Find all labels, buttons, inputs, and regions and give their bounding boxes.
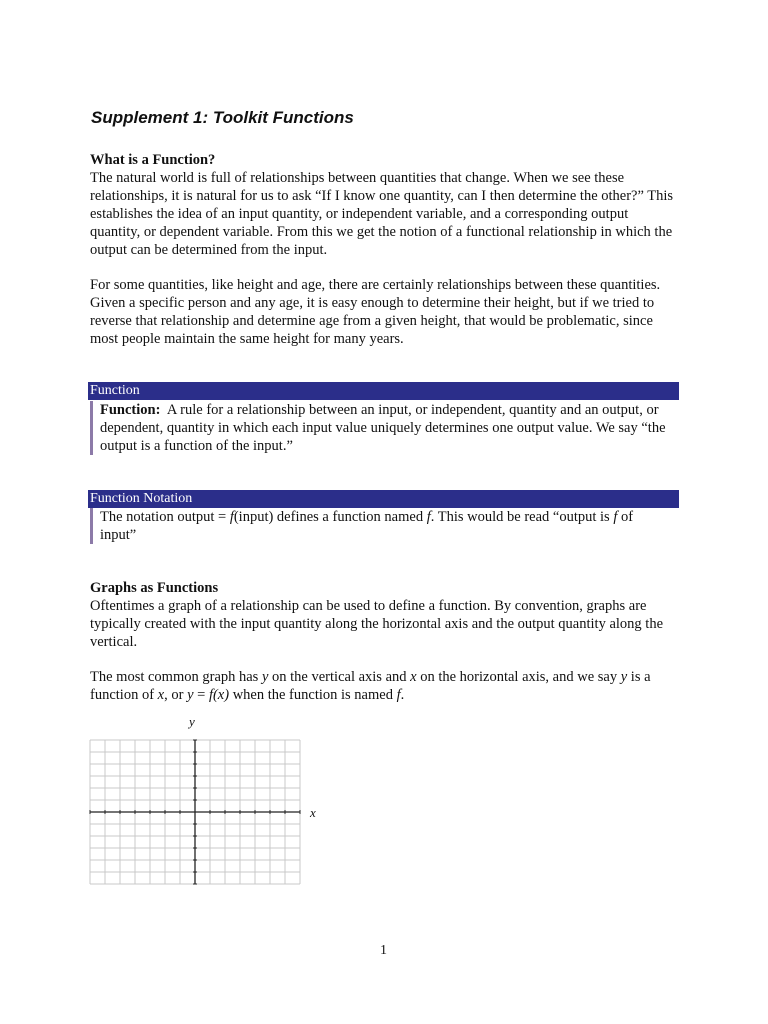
function-term: Function: — [100, 402, 161, 418]
text-run: on the horizontal axis, and we say — [416, 669, 621, 685]
paragraph-common-graph — [90, 668, 680, 704]
notation-text: of input” — [100, 509, 634, 543]
text-run: . — [400, 687, 405, 703]
notation-text: . This would be read “output is — [430, 509, 614, 525]
var-y: y — [261, 669, 269, 685]
text-run: The most common graph has — [90, 669, 262, 685]
paragraph-intro: The natural world is full of relationships between quantities that change. When we see these relationships, it is natural for us to ask “If I know one quantity, can I then determine the other?” This establishes the idea of an input quantity, or independent variable, and a corresponding output quantity, or dependent variable. From this we get the notion of a functional relationship in which the output can be determined from the input. — [90, 170, 674, 258]
function-box-body — [90, 401, 670, 455]
x-axis-label: x — [310, 805, 316, 820]
function-definition: A rule for a relationship between an input, or independent, quantity and an output, or dependent, quantity in which each input value uniquely determines one output value. We say “the output is a function of the input.” — [100, 402, 666, 454]
text-run: when the function is named — [229, 687, 397, 703]
paragraph-graph-convention: Oftentimes a graph of a relationship can be used to define a function. By convention, graphs are typically created with the input quantity along the horizontal axis and the output quantity along the vertical. — [90, 598, 664, 650]
notation-text: The notation output = — [100, 509, 230, 525]
var-y: y — [620, 669, 628, 685]
page-number: 1 — [380, 943, 387, 958]
var-f: f — [396, 687, 401, 703]
notation-text: (input) defines a function named — [233, 509, 427, 525]
section-heading-graphs: Graphs as Functions — [90, 580, 219, 596]
var-x: x — [157, 687, 165, 703]
paragraph-height-age: For some quantities, like height and age, there are certainly relationships between these quantities. Given a specific person and any age, it is easy enough to determine their height, but if we tried to reverse that relationship and determine age from a given height, that would be problematic, since most people maintain the same height for many years. — [90, 277, 661, 347]
page-title: Supplement 1: Toolkit Functions — [91, 108, 354, 127]
coordinate-grid — [88, 712, 328, 892]
var-y: y — [187, 687, 194, 703]
notation-box-body — [90, 508, 670, 544]
notation-f: f — [613, 509, 618, 525]
text-run: , or — [164, 687, 188, 703]
text-run: on the vertical axis and — [268, 669, 411, 685]
section-heading-function: What is a Function? — [90, 152, 216, 168]
notation-box-header: Function Notation — [88, 490, 679, 508]
function-fx: f(x) — [208, 687, 230, 703]
text-run: = — [193, 687, 209, 703]
function-box-header: Function — [88, 382, 679, 400]
y-axis-label: y — [189, 714, 195, 729]
notation-f: f — [426, 509, 431, 525]
var-x: x — [410, 669, 417, 685]
notation-f: f — [229, 509, 234, 525]
text-run: is a function of — [90, 669, 651, 703]
